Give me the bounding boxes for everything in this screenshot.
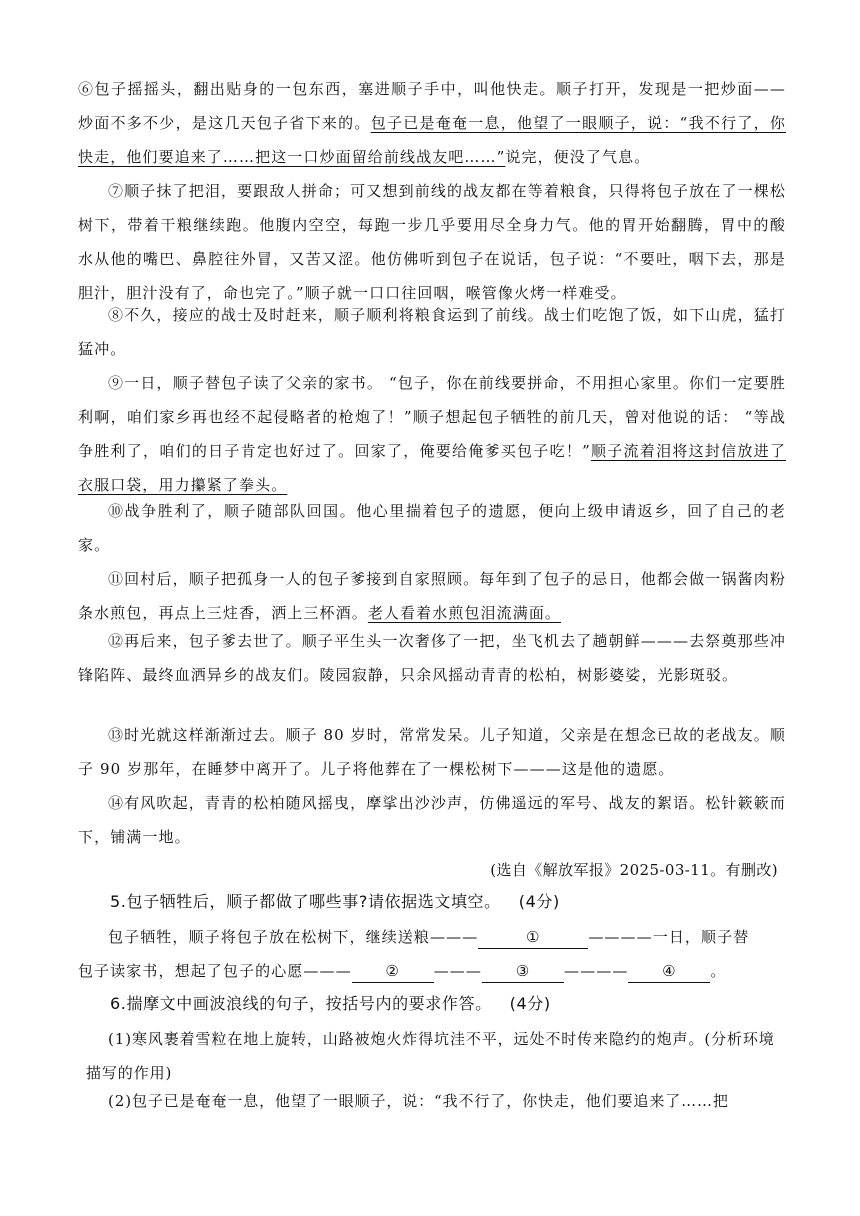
paragraph-6-end: 说完，便没了气息。 (505, 148, 651, 166)
paragraph-8: ⑧不久，接应的战士及时赶来，顺子顺利将粮食运到了前线。战士们吃饱了饭，如下山虎，猛打猛冲。 (78, 306, 786, 358)
question-5-fill-line-1 (78, 920, 786, 954)
paragraph-11-text: ⑪回村后，顺子把孤身一人的包子爹接到自家照顾。每年到了包子的忌日，他都会做一锅酱肉粉条水煎包，再点上三炷香，洒上三杯酒。 (78, 570, 786, 622)
question-5-title (110, 886, 560, 918)
fill-end: 。 (710, 962, 727, 980)
paragraph-12: ⑫再后来，包子爹去世了。顺子平生头一次奢侈了一把，坐飞机去了趟朝鲜———去祭奠那些冲锋陷阵、最终血洒异乡的战友们。陵园寂静，只余风摇动青青的松柏，树影婆娑，光影斑驳。 (78, 632, 786, 684)
fill-text-2a: 包子读家书，想起了包子的心愿——— (78, 962, 352, 980)
wavy-underlined-sentence-9: 顺子流着泪将这封信放进了衣服口袋，用力攥紧了拳头。 (78, 442, 787, 494)
answer-blank-3[interactable]: ③ (482, 960, 564, 983)
paragraph-10: ⑩战争胜利了，顺子随部队回国。他心里揣着包子的遗愿，便向上级申请返乡，回了自己的老家。 (78, 502, 786, 554)
paragraph-7: ⑦顺子抹了把泪，要跟敌人拼命；可又想到前线的战友都在等着粮食，只得将包子放在了一棵松树下，带着干粮继续跑。他腹内空空，每跑一步几乎要用尽全身力气。他的胃开始翻腾，胃中的酸水从他的嘴巴、鼻腔往外冒，又苦又涩。他仿佛听到包子在说话，包子说：“不要吐，咽下去，那是胆汁，胆汁没有了，命也完了。”顺子就一口口往回咽，喉管像火烤一样难受。 (78, 182, 786, 302)
source-citation: (选自《解放军报》2025-03-11。有删改) (490, 861, 778, 879)
question-5-score: (4分) (518, 892, 560, 911)
paragraph-6 (78, 72, 786, 174)
question-6-text: 6.揣摩文中画波浪线的句子，按括号内的要求作答。 (110, 994, 492, 1013)
paragraph-13: ⑬时光就这样渐渐过去。顺子 80 岁时，常常发呆。儿子知道，父亲是在想念已故的老战友。顺子 90 岁那年，在睡梦中离开了。儿子将他葬在了一棵松树下———这是他的遗愿。 (78, 726, 786, 778)
question-6-score: (4分) (509, 994, 551, 1013)
question-6-title (110, 988, 551, 1020)
fill-sep-3: ———— (564, 962, 629, 980)
question-5-text: 5.包子牺牲后，顺子都做了哪些事?请依据选文填空。 (110, 892, 501, 911)
paragraph-9 (78, 366, 786, 502)
answer-blank-2[interactable]: ② (352, 960, 434, 983)
wavy-underlined-sentence-6: 包子已是奄奄一息，他望了一眼顺子，说：“我不行了，你快走，他们要追来了……把这一口炒面留给前线战友吧……” (78, 114, 786, 166)
wavy-underlined-sentence-11: 老人看着水煎包泪流满面。 (367, 604, 562, 622)
fill-sep-2: ——— (433, 962, 483, 980)
paragraph-11 (78, 562, 786, 630)
paragraph-14: ⑭有风吹起，青青的松柏随风摇曳，摩挲出沙沙声，仿佛遥远的军号、战友的絮语。松针簌簌而下，铺满一地。 (78, 794, 786, 846)
question-5-fill-line-2 (78, 954, 786, 988)
fill-text-1a: 包子牺牲，顺子将包子放在松树下，继续送粮——— (108, 928, 479, 946)
answer-blank-4[interactable]: ④ (628, 960, 710, 983)
answer-blank-1[interactable]: ① (478, 926, 588, 949)
paragraph-6-text: ⑥包子摇摇头，翻出贴身的一包东西，塞进顺子手中，叫他快走。顺子打开，发现是一把炒面——炒面不多不少，是这几天包子省下来的。 (78, 80, 786, 132)
paragraph-9-text: ⑨一日，顺子替包子读了父亲的家书。 “包子，你在前线要拼命，不用担心家里。你们一定要胜利啊，咱们家乡再也经不起侵略者的枪炮了！”顺子想起包子牺牲的前几天，曾对他说的话： “等战争胜利了，咱们的日子肯定也好过了。回家了，俺要给俺爹买包子吃！” (78, 374, 786, 460)
question-6-item-2: (2)包子已是奄奄一息，他望了一眼顺子，说：“我不行了，你快走，他们要追来了……把 (108, 1092, 729, 1110)
fill-text-1b: ————一日，顺子替 (588, 928, 750, 946)
question-6-item-1: (1)寒风裹着雪粒在地上旋转，山路被炮火炸得坑洼不平，远处不时传来隐约的炮声。(分析环境描写的作用) (86, 1030, 775, 1082)
